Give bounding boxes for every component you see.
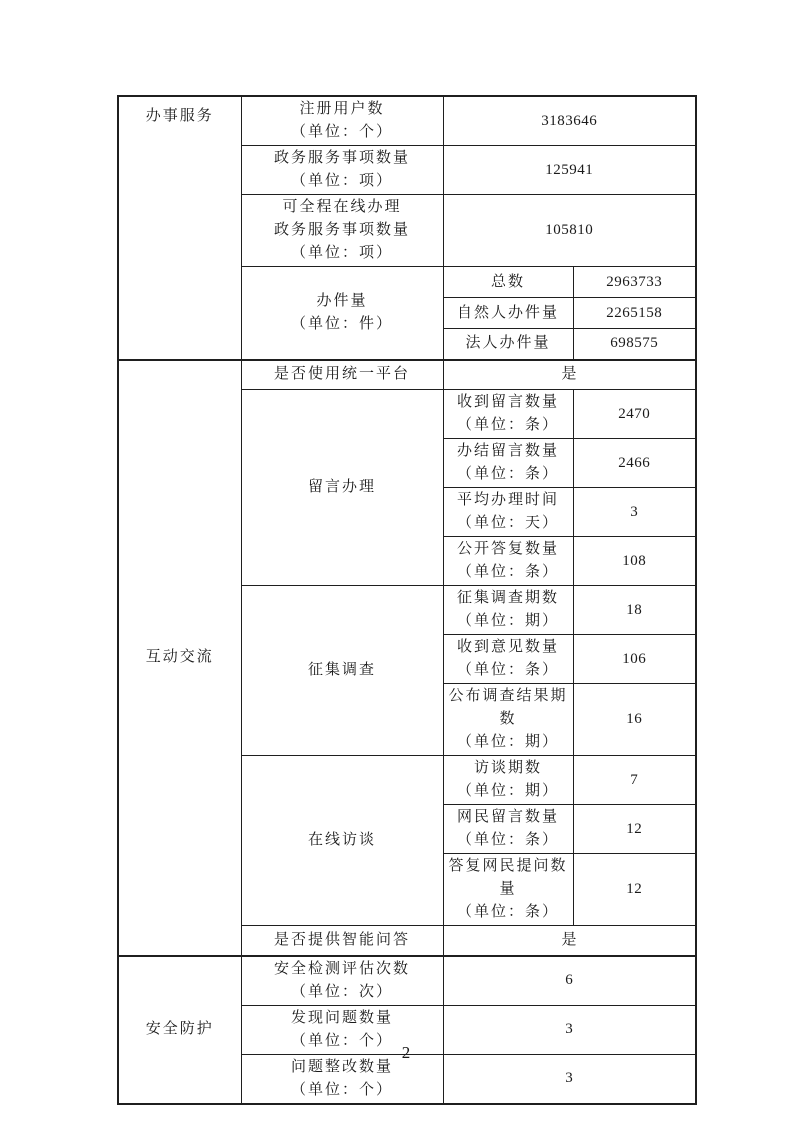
group-label: 办件量 bbox=[316, 292, 368, 309]
subitem-unit: （单位：条） bbox=[456, 417, 559, 433]
subitem-label-cell bbox=[443, 586, 573, 635]
subitem-unit: （单位：期） bbox=[456, 734, 559, 750]
subitem-value-cell: 2470 bbox=[573, 390, 696, 439]
indicator-label: 安全检测评估次数 bbox=[273, 960, 410, 977]
subitem-label-cell bbox=[443, 439, 573, 488]
indicator-unit: （单位：次） bbox=[290, 983, 393, 1000]
subitem-value-cell: 18 bbox=[573, 586, 696, 635]
indicator-unit: （单位：个） bbox=[290, 1032, 393, 1049]
subitem-label: 答复网民提问数量 bbox=[448, 858, 568, 897]
subitem-value-cell: 106 bbox=[573, 635, 696, 684]
indicator-label: 可全程在线办理 bbox=[282, 199, 402, 215]
value-cell: 6 bbox=[443, 956, 696, 1006]
subitem-label-cell bbox=[443, 537, 573, 586]
indicator-cell: 是否提供智能问答 bbox=[241, 926, 443, 956]
subitem-label: 收到意见数量 bbox=[456, 639, 559, 655]
subitem-unit: （单位：天） bbox=[456, 515, 559, 531]
subitem-label-cell: 法人办件量 bbox=[443, 329, 573, 360]
subitem-value-cell: 2466 bbox=[573, 439, 696, 488]
indicator-unit: （单位：项） bbox=[290, 173, 393, 189]
subitem-label-cell bbox=[443, 488, 573, 537]
subitem-label-cell bbox=[443, 854, 573, 926]
page-number: 2 bbox=[401, 1043, 411, 1062]
subitem-label-cell bbox=[443, 756, 573, 805]
subitem-label-cell bbox=[443, 635, 573, 684]
subitem-label-cell bbox=[443, 805, 573, 854]
value-cell: 3 bbox=[443, 1054, 696, 1104]
subitem-value-cell: 2963733 bbox=[573, 267, 696, 298]
group-cell-banjianliang bbox=[241, 267, 443, 360]
report-table bbox=[117, 95, 697, 1105]
category-cell-interaction: 互动交流 bbox=[118, 360, 241, 956]
subitem-label: 收到留言数量 bbox=[456, 394, 559, 410]
value-cell: 3 bbox=[443, 1005, 696, 1054]
indicator-label: 政务服务事项数量 bbox=[273, 150, 410, 166]
value-cell: 125941 bbox=[443, 146, 696, 195]
indicator-cell bbox=[241, 96, 443, 146]
subitem-unit: （单位：期） bbox=[456, 783, 559, 799]
indicator-cell bbox=[241, 195, 443, 267]
value-cell: 是 bbox=[443, 926, 696, 956]
subitem-unit: （单位：条） bbox=[456, 564, 559, 580]
indicator-unit: （单位：个） bbox=[290, 124, 393, 140]
subitem-label: 公布调查结果期数 bbox=[448, 688, 568, 727]
group-cell-liuyanbanli: 留言办理 bbox=[241, 390, 443, 586]
indicator-label: 发现问题数量 bbox=[290, 1009, 393, 1026]
value-cell: 3183646 bbox=[443, 96, 696, 146]
subitem-unit: （单位：条） bbox=[456, 662, 559, 678]
subitem-label-cell bbox=[443, 684, 573, 756]
subitem-unit: （单位：条） bbox=[456, 832, 559, 848]
indicator-cell: 是否使用统一平台 bbox=[241, 360, 443, 390]
subitem-value-cell: 12 bbox=[573, 854, 696, 926]
indicator-label: 注册用户数 bbox=[299, 101, 385, 117]
subitem-label: 征集调查期数 bbox=[456, 590, 559, 606]
subitem-unit: （单位：条） bbox=[456, 466, 559, 482]
subitem-value-cell: 7 bbox=[573, 756, 696, 805]
value-cell: 105810 bbox=[443, 195, 696, 267]
indicator-cell bbox=[241, 956, 443, 1006]
group-unit: （单位：件） bbox=[290, 315, 393, 332]
subitem-label-cell: 总数 bbox=[443, 267, 573, 298]
subitem-label-cell: 自然人办件量 bbox=[443, 298, 573, 329]
subitem-value-cell: 2265158 bbox=[573, 298, 696, 329]
subitem-label: 办结留言数量 bbox=[456, 443, 559, 459]
category-cell-security: 安全防护 bbox=[118, 956, 241, 1104]
subitem-value-cell: 3 bbox=[573, 488, 696, 537]
subitem-label: 公开答复数量 bbox=[456, 541, 559, 557]
category-cell-service: 办事服务 bbox=[118, 96, 241, 360]
value-cell: 是 bbox=[443, 360, 696, 390]
indicator-label: 政务服务事项数量 bbox=[273, 222, 410, 238]
subitem-value-cell: 108 bbox=[573, 537, 696, 586]
group-cell-zhengjidiaocha: 征集调查 bbox=[241, 586, 443, 756]
indicator-cell bbox=[241, 146, 443, 195]
indicator-label: 问题整改数量 bbox=[290, 1058, 393, 1075]
subitem-unit: （单位：期） bbox=[456, 613, 559, 629]
subitem-label: 网民留言数量 bbox=[456, 809, 559, 825]
subitem-value-cell: 16 bbox=[573, 684, 696, 756]
subitem-label: 平均办理时间 bbox=[456, 492, 559, 508]
indicator-unit: （单位：项） bbox=[290, 245, 393, 261]
subitem-label: 访谈期数 bbox=[473, 760, 542, 776]
subitem-value-cell: 698575 bbox=[573, 329, 696, 360]
subitem-unit: （单位：条） bbox=[456, 904, 559, 920]
indicator-unit: （单位：个） bbox=[290, 1081, 393, 1098]
group-cell-zaixianfangtan: 在线访谈 bbox=[241, 756, 443, 926]
subitem-label-cell bbox=[443, 390, 573, 439]
subitem-value-cell: 12 bbox=[573, 805, 696, 854]
